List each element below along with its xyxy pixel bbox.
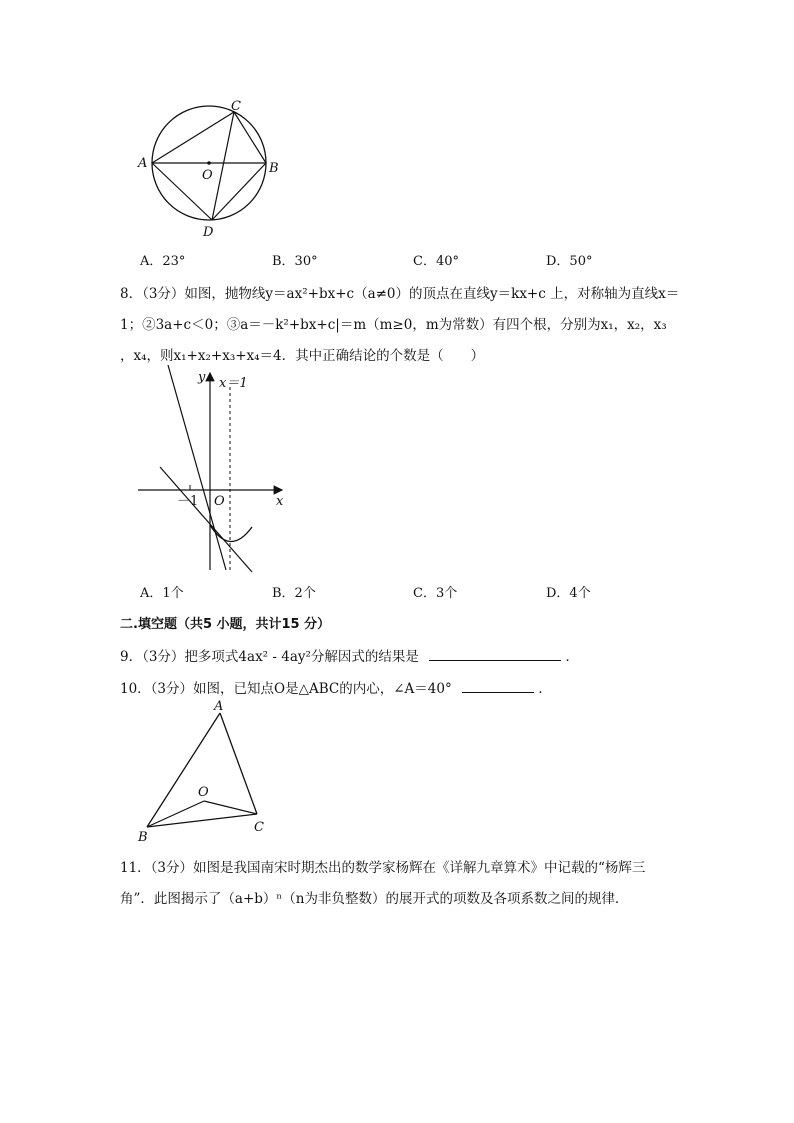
center-point	[207, 161, 211, 165]
q9-line	[120, 645, 579, 665]
label-d: D	[203, 225, 214, 240]
origin-label: O	[214, 494, 225, 509]
q8-option-b: B．2个	[272, 586, 316, 601]
q9-answer-blank[interactable]	[429, 648, 561, 661]
label-b: B	[138, 830, 148, 845]
segment-cb	[234, 112, 266, 163]
q7-option-c: C．40°	[413, 254, 459, 269]
q8-line-3: ，x₄，则x₁+x₂+x₃+x₄＝4．其中正确结论的个数是（ ）	[120, 348, 485, 364]
q11-line-2: 角”．此图揭示了（a+b）ⁿ（n为非负整数）的展开式的项数及各项系数之间的规律．	[120, 891, 629, 907]
label-a: A	[214, 699, 224, 714]
neg1-label: －1	[177, 494, 199, 509]
segment-cd	[212, 112, 234, 220]
q8-option-d: D．4个	[546, 586, 591, 601]
segment-ac	[152, 112, 234, 163]
triangle-figure	[130, 697, 280, 847]
q9-end: ．	[565, 649, 580, 665]
line-2	[160, 467, 252, 572]
q7-option-b: B．30°	[272, 254, 318, 269]
segment-oc	[204, 801, 257, 814]
q8-line-2: 1；②3a+c＜0；③a＝－k²+bx+c|＝m（m≥0，m为常数）有四个根，分别为x₁，x₂，x₃	[120, 317, 667, 333]
q8-line-1: 8．（3分）如图，抛物线y＝ax²+bx+c（a≠0）的顶点在直线y＝kx+c 上，对称轴为直线x＝	[120, 286, 680, 302]
circle-figure	[130, 95, 300, 245]
axis-label: x＝1	[219, 376, 248, 391]
q8-option-a: A．1个	[140, 586, 184, 601]
section-heading: 二.填空题（共5 小题，共计15 分）	[120, 617, 331, 632]
q10-end: ．	[538, 681, 552, 697]
label-c: C	[231, 99, 241, 114]
q7-option-d: D．50°	[546, 254, 593, 269]
q9-text: 9．（3分）把多项式4ax² - 4ay²分解因式的结果是	[120, 649, 419, 665]
segment-bc	[147, 814, 257, 827]
q7-option-a: A．23°	[140, 254, 186, 269]
q8-option-c: C．3个	[413, 586, 458, 601]
label-b: B	[269, 161, 279, 176]
q10-answer-blank[interactable]	[462, 680, 534, 693]
x-label: x	[276, 494, 284, 509]
segment-ac	[220, 713, 257, 814]
parabola-curve	[210, 525, 252, 542]
label-c: C	[254, 820, 264, 835]
label-a: A	[138, 156, 148, 171]
q10-text: 10．（3分）如图，已知点O是△ABC的内心，∠A＝40°	[120, 681, 452, 697]
y-label: y	[198, 370, 206, 385]
line-kx-c	[168, 365, 226, 570]
label-o: O	[202, 168, 213, 183]
q11-line-1: 11．（3分）如图是我国南宋时期杰出的数学家杨辉在《详解九章算术》中记载的“杨辉三	[120, 860, 646, 876]
q10-line	[120, 677, 552, 697]
parabola-graph	[130, 365, 300, 575]
label-o: O	[198, 785, 209, 800]
